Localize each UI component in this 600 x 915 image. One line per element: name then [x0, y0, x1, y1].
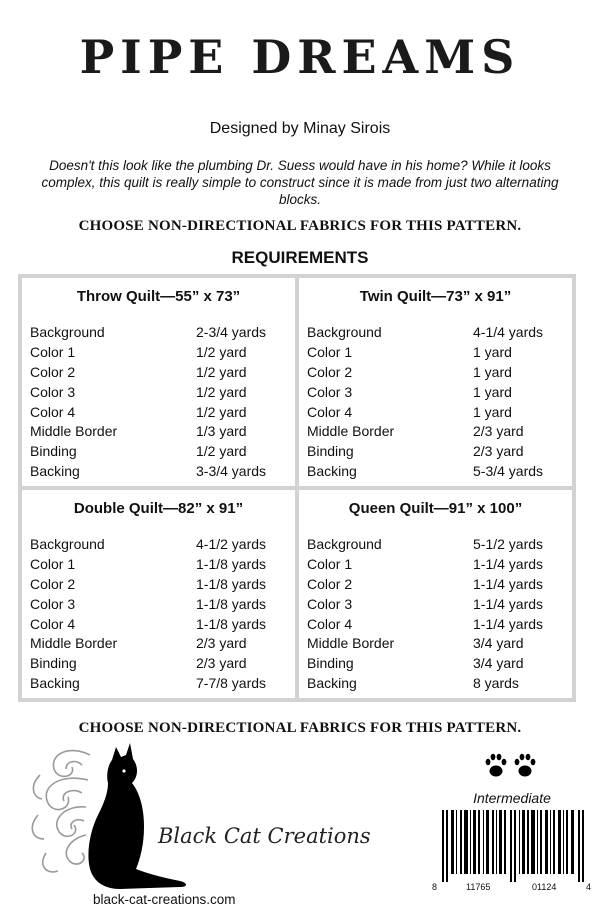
material-label: Color 1 [30, 343, 76, 360]
table-row [30, 422, 291, 442]
material-amount: 4-1/2 yards [196, 536, 267, 552]
table-row [30, 575, 291, 595]
quilt-queen [297, 488, 574, 700]
material-amount: 1-1/8 yards [196, 575, 267, 592]
material-amount: 1-1/8 yards [196, 555, 267, 572]
table-row [307, 595, 568, 615]
table-row [30, 383, 291, 403]
quilt-twin [297, 276, 574, 488]
material-label: Middle Border [307, 635, 395, 652]
material-amount: 3-3/4 yards [196, 463, 267, 480]
material-amount: 1/2 yard [196, 383, 247, 400]
material-amount: 7-7/8 yards [196, 675, 267, 692]
table-row [307, 383, 568, 403]
table-row [30, 674, 291, 694]
material-label: Background [30, 536, 105, 552]
material-label: Color 4 [30, 403, 76, 420]
material-amount: 5-1/2 yards [473, 536, 544, 552]
material-amount: 1 yard [473, 403, 512, 420]
table-row [307, 422, 568, 442]
material-label: Binding [307, 655, 354, 672]
material-label: Color 3 [30, 595, 76, 612]
material-label: Middle Border [307, 423, 395, 440]
material-label: Color 1 [307, 343, 353, 360]
page-title: PIPE DREAMS [79, 30, 521, 84]
material-amount: 8 yards [473, 675, 519, 692]
material-label: Color 1 [307, 555, 353, 572]
brand-name: Black Cat Creations [158, 824, 371, 848]
material-amount: 1-1/4 yards [473, 575, 544, 592]
material-amount: 1/2 yard [196, 363, 247, 380]
material-label: Color 2 [30, 575, 76, 592]
material-label: Binding [30, 655, 77, 672]
table-row [307, 615, 568, 635]
table-row [307, 555, 568, 575]
material-label: Color 4 [307, 615, 353, 632]
table-row [30, 462, 291, 482]
barcode-check-digit: 4 [586, 882, 592, 892]
material-label: Middle Border [30, 423, 118, 440]
black-cat-logo [20, 735, 365, 895]
quilt-double [20, 488, 297, 700]
material-label: Color 4 [30, 615, 76, 632]
material-label: Color 2 [30, 363, 76, 380]
quilt-title: Twin Quilt—73” x 91” [359, 288, 512, 305]
difficulty-level: Intermediate [473, 790, 551, 806]
intro-text: Doesn't this look like the plumbing Dr. Suess would have in his home? While it looks complex, this quilt is really simple to construct since it is made from just two alternating blocks. [41, 158, 559, 207]
designer-credit: Designed by Minay Sirois [209, 120, 391, 137]
quilt-throw [20, 276, 297, 488]
material-label: Color 2 [307, 363, 353, 380]
scroll-ornament-icon [32, 751, 90, 872]
table-row [307, 654, 568, 674]
material-amount: 1/3 yard [196, 423, 247, 440]
cat-eye-icon [122, 769, 125, 772]
material-label: Background [30, 324, 105, 340]
material-label: Color 1 [30, 555, 76, 572]
material-label: Backing [30, 675, 80, 692]
barcode-lead-digit: 8 [432, 882, 438, 892]
requirements-table [18, 274, 576, 702]
material-label: Color 4 [307, 403, 353, 420]
material-amount: 2-3/4 yards [196, 324, 267, 340]
table-row [307, 442, 568, 462]
material-amount: 2/3 yard [473, 443, 524, 460]
requirements-heading: REQUIREMENTS [231, 248, 369, 267]
website-url: black-cat-creations.com [93, 892, 236, 907]
table-row [30, 343, 291, 363]
material-amount: 1/2 yard [196, 343, 247, 360]
material-label: Color 3 [30, 383, 76, 400]
table-row [307, 674, 568, 694]
fabric-notice-top: CHOOSE NON-DIRECTIONAL FABRICS FOR THIS PATTERN. [78, 218, 522, 234]
material-amount: 1-1/4 yards [473, 595, 544, 612]
table-row [30, 323, 291, 343]
material-label: Backing [307, 675, 357, 692]
material-label: Middle Border [30, 635, 118, 652]
material-label: Color 3 [307, 595, 353, 612]
table-row [307, 462, 568, 482]
quilt-title: Double Quilt—82” x 91” [73, 500, 244, 517]
material-amount: 1 yard [473, 343, 512, 360]
material-amount: 1/2 yard [196, 403, 247, 420]
material-amount: 1 yard [473, 383, 512, 400]
table-row [307, 323, 568, 343]
material-amount: 1-1/4 yards [473, 555, 544, 572]
material-amount: 3/4 yard [473, 635, 524, 652]
table-row [30, 363, 291, 383]
table-row [30, 654, 291, 674]
quilt-title: Queen Quilt—91” x 100” [348, 500, 523, 517]
material-amount: 1 yard [473, 363, 512, 380]
table-row [307, 363, 568, 383]
table-row [30, 595, 291, 615]
table-row [30, 555, 291, 575]
table-row [307, 343, 568, 363]
table-row [30, 615, 291, 635]
table-row [307, 535, 568, 555]
table-row [307, 634, 568, 654]
table-row [30, 403, 291, 423]
material-label: Backing [30, 463, 80, 480]
material-label: Background [307, 536, 382, 552]
paw-prints-icon [483, 752, 541, 780]
table-row [307, 403, 568, 423]
material-label: Binding [30, 443, 77, 460]
material-amount: 2/3 yard [196, 635, 247, 652]
material-amount: 1-1/8 yards [196, 595, 267, 612]
material-amount: 5-3/4 yards [473, 463, 544, 480]
material-amount: 1-1/8 yards [196, 615, 267, 632]
barcode-digits [432, 882, 592, 896]
material-label: Binding [307, 443, 354, 460]
table-row [30, 535, 291, 555]
material-amount: 1/2 yard [196, 443, 247, 460]
barcode-group-2: 01124 [532, 882, 557, 892]
table-row [307, 575, 568, 595]
material-label: Color 2 [307, 575, 353, 592]
material-amount: 1-1/4 yards [473, 615, 544, 632]
material-amount: 2/3 yard [196, 655, 247, 672]
table-row [30, 442, 291, 462]
material-label: Backing [307, 463, 357, 480]
cat-silhouette-icon [88, 743, 186, 889]
material-amount: 4-1/4 yards [473, 324, 544, 340]
material-label: Background [307, 324, 382, 340]
barcode-icon [440, 810, 590, 882]
fabric-notice-bottom: CHOOSE NON-DIRECTIONAL FABRICS FOR THIS PATTERN. [78, 720, 522, 736]
material-amount: 3/4 yard [473, 655, 524, 672]
table-row [30, 634, 291, 654]
material-amount: 2/3 yard [473, 423, 524, 440]
barcode-group-1: 11765 [466, 882, 491, 892]
quilt-title: Throw Quilt—55” x 73” [76, 288, 241, 305]
material-label: Color 3 [307, 383, 353, 400]
